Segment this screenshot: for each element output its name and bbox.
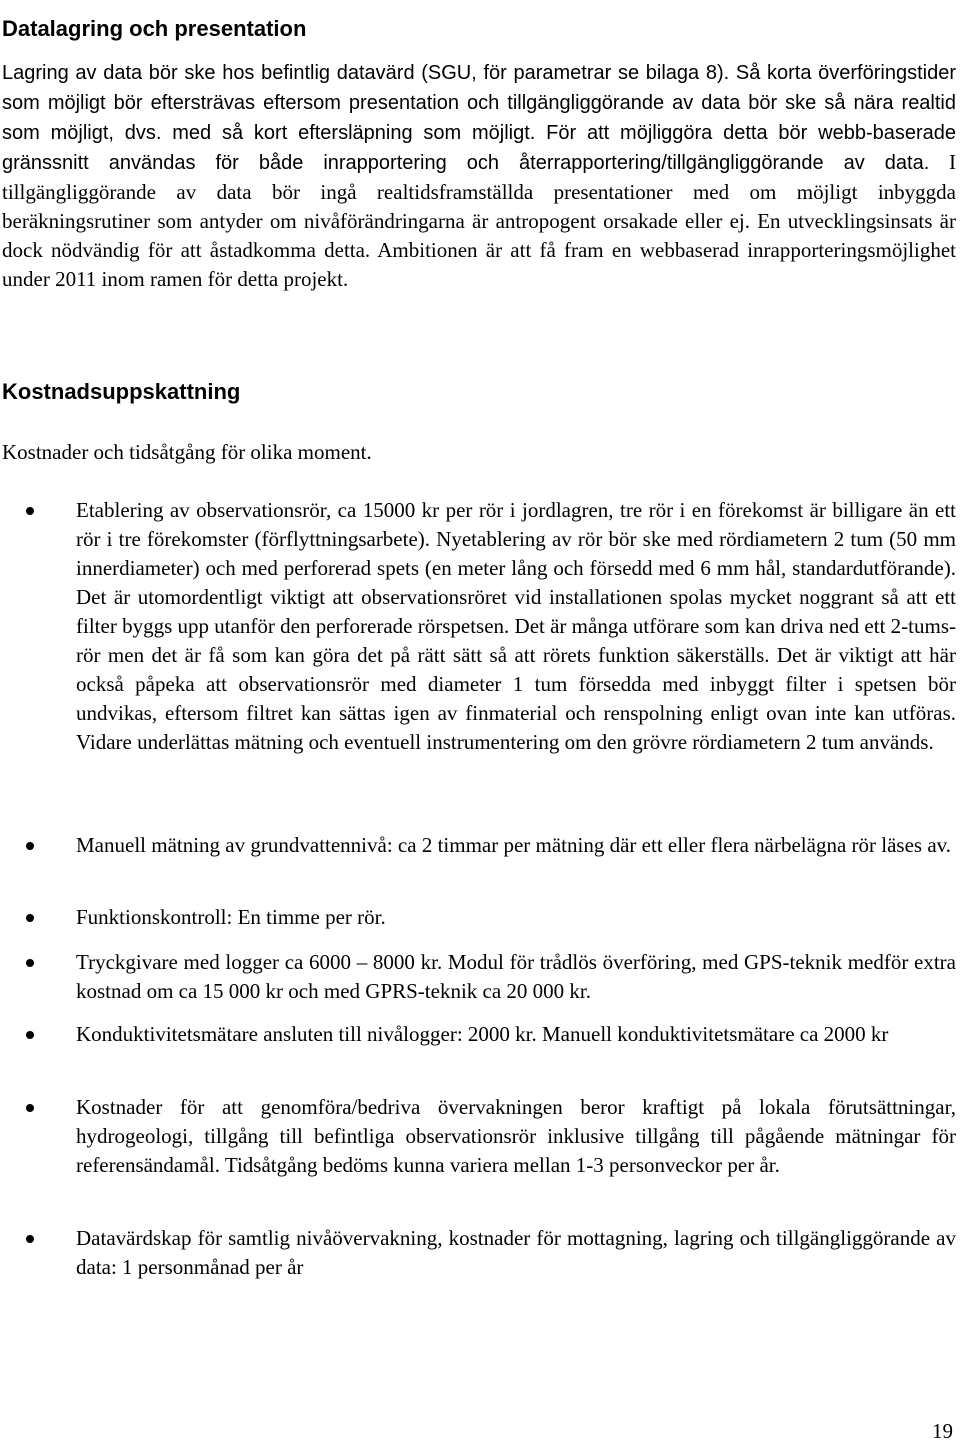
list-item-text: Manuell mätning av grundvattennivå: ca 2 timmar per mätning där ett eller flera närbelägna rör läses av. <box>76 833 952 857</box>
bullet-icon <box>26 1235 34 1243</box>
list-item <box>76 1224 956 1282</box>
page-number: 19 <box>932 1419 953 1443</box>
intro-paragraph-sans: Lagring av data bör ske hos befintlig datavärd (SGU, för parametrar se bilaga 8). Så korta överföringstider som möjligt bör eftersträvas eftersom presentation och tillgängliggörande av data bör ske så nära realtid som möjligt, dvs. med så kort eftersläpning som möjligt. För att möjliggöra detta bör webb-baserade gränssnitt användas för både inrapportering och återrapportering/tillgängliggörande av data. <box>2 62 956 174</box>
list-item-text: Etablering av observationsrör, ca 15000 kr per rör i jordlagren, tre rör i en förekomst är billigare än ett rör i tre förekomster (förflyttningsarbete). Nyetablering av rör bör ske med rördiametern 2 tum (50 mm innerdiameter) och med perforerad spets (en meter lång och försedd med 6 mm hål, standardutförande). Det är utomordentligt viktigt att observationsröret vid installationen spolas mycket noggrant så att ett filter byggs upp utanför den perforerade rörspetsen. Det är många utförare som kan driva ned ett 2-tums-rör men det är få som kan göra det på rätt sätt så att rörets funktion säkerställs. Det är viktigt att här också påpeka att observationsrör med diameter 1 tum försedda med inbyggt filter i spetsen bör undvikas, eftersom filtret kan sättas igen av finmaterial och renspolning enligt ovan inte kan utföras. Vidare underlättas mätning och eventuell instrumentering om den grövre rördiametern 2 tum används. <box>76 498 956 754</box>
bullet-icon <box>26 959 34 967</box>
lead-text: Kostnader och tidsåtgång för olika moment. <box>2 440 372 464</box>
list-item-text: Datavärdskap för samtlig nivåövervakning, kostnader för mottagning, lagring och tillgängliggörande av data: 1 personmånad per år <box>76 1226 956 1279</box>
list-item-text: Kostnader för att genomföra/bedriva övervakningen beror kraftigt på lokala förutsättningar, hydrogeologi, tillgång till befintliga observationsrör inklusive tillgång till pågående mätningar för referensändamål. Tidsåtgång bedöms kunna variera mellan 1-3 personveckor per år. <box>76 1095 956 1177</box>
bullet-icon <box>26 842 34 850</box>
list-item <box>76 1020 956 1049</box>
list-item <box>76 948 956 1006</box>
section-title-kostnad: Kostnadsuppskattning <box>2 379 241 404</box>
bullet-icon <box>26 1104 34 1112</box>
bullet-icon <box>26 914 34 922</box>
list-item-text: Konduktivitetsmätare ansluten till nivålogger: 2000 kr. Manuell konduktivitetsmätare ca 2000 kr <box>76 1022 889 1046</box>
bullet-icon <box>26 1031 34 1039</box>
list-item <box>76 1093 956 1180</box>
intro-paragraph <box>2 58 956 294</box>
list-item <box>76 496 956 757</box>
list-item <box>76 831 956 860</box>
section-title-datalagring: Datalagring och presentation <box>2 15 307 41</box>
bullet-icon <box>26 507 34 515</box>
list-item-text: Tryckgivare med logger ca 6000 – 8000 kr. Modul för trådlös överföring, med GPS-teknik medför extra kostnad om ca 15 000 kr och med GPRS-teknik ca 20 000 kr. <box>76 950 956 1003</box>
intro-paragraph-serif: I tillgängliggörande av data bör ingå realtidsframställda presentationer med om möjligt inbyggda beräkningsrutiner som antyder om nivåförändringarna är antropogent orsakade eller ej. En utvecklingsinsats är dock nödvändig för att åstadkomma detta. Ambitionen är att få fram en webbaserad inrapporteringsmöjlighet under 2011 inom ramen för detta projekt. <box>2 150 956 291</box>
list-item-text: Funktionskontroll: En timme per rör. <box>76 905 386 929</box>
list-item <box>76 903 956 932</box>
